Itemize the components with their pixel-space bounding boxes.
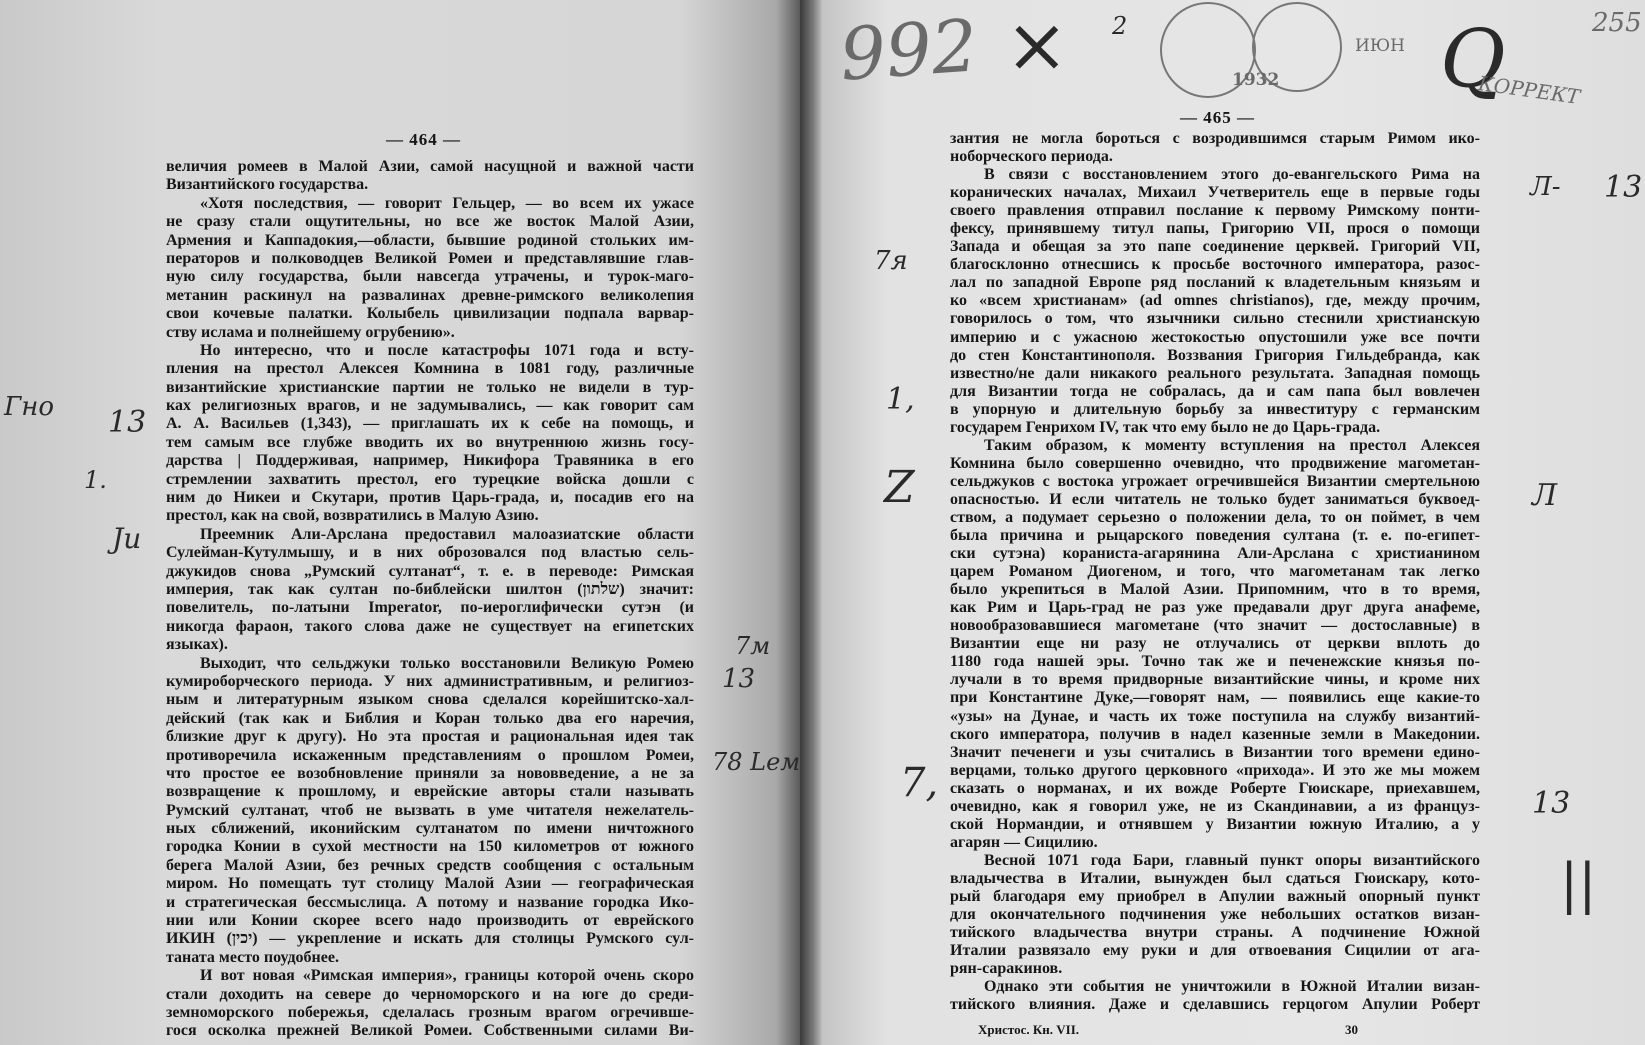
margin-note: Z <box>884 462 915 513</box>
text-line <box>166 489 694 507</box>
text-line <box>166 636 694 654</box>
right-page-number: — 465 — <box>1180 108 1255 127</box>
text-line-content: верцами, только другого церковного «прихода». И это же мы можем <box>950 761 1480 779</box>
text-line-content: сельджуков с востока угрожает огречившейся Византии смертельною <box>950 472 1480 490</box>
text-line <box>166 673 694 691</box>
text-line-content: ского императора, получив в надел казенные земли в Македонии. <box>950 725 1480 743</box>
text-line <box>950 671 1480 689</box>
text-line <box>166 986 694 1004</box>
text-line <box>166 415 694 433</box>
text-line-content: фексу, принявшему титул папы, Григорию VII, прося о помощи <box>950 220 1480 238</box>
text-line-content: ках религиозных врагов, и не задумывались, — как говорит сам <box>166 397 694 415</box>
text-line <box>950 419 1480 437</box>
margin-note: || <box>1560 852 1597 915</box>
text-line-content: возвращение к прошлому, и еврейские авторы стали называть <box>166 783 694 801</box>
text-line <box>950 292 1480 310</box>
text-line <box>166 232 694 250</box>
text-line <box>950 184 1480 202</box>
text-line <box>166 912 694 930</box>
text-line-content: языках). <box>166 636 228 654</box>
text-line <box>950 256 1480 274</box>
text-line <box>166 765 694 783</box>
text-line-content: Выходит, что сельджуки только восстановили Великую Ромею <box>200 654 694 672</box>
text-line-content: до стен Константинополя. Воззвания Григория Гильдебранда, как <box>950 346 1480 364</box>
margin-note: 1, <box>886 382 915 417</box>
margin-note: 13 <box>1532 786 1571 821</box>
text-line-content: и стратегическая бессмыслица. А потому и название городка Ико- <box>166 893 694 911</box>
text-line-content: «узы» на Дунае, и часть их тоже поступила на службу византий- <box>950 707 1480 725</box>
text-line-content: «Хотя последствия, — говорит Гельцер, — во всем их ужасе <box>200 194 694 212</box>
text-line-content: для окончательного подчинения уже небольших остатков визан- <box>950 906 1480 924</box>
text-line <box>166 747 694 765</box>
book-gutter <box>800 0 822 1045</box>
text-line-content: городка Конии в сухой местности на 150 километров от южного <box>166 838 694 856</box>
text-line <box>166 710 694 728</box>
handwritten-number: 992 <box>837 3 981 97</box>
margin-note: Л <box>1532 478 1558 513</box>
text-line-content: Византии еще ни разу не отлучались от церкви вплоть до <box>950 635 1480 653</box>
text-line <box>950 726 1480 744</box>
text-line <box>950 960 1480 978</box>
text-line-content: не сразу стали ощутительны, но все же восток Малой Азии, <box>166 213 694 231</box>
text-line <box>950 491 1480 509</box>
text-line <box>950 978 1480 996</box>
text-line-content: А. А. Васильев (1,343), — приглашать их к себе на помощь, и <box>166 415 694 433</box>
text-line <box>166 1022 694 1040</box>
text-line <box>166 452 694 470</box>
text-line <box>950 852 1480 870</box>
text-line <box>950 347 1480 365</box>
text-line <box>166 728 694 746</box>
text-line <box>166 544 694 562</box>
text-line <box>166 434 694 452</box>
text-line-content: тем самым все глубже вводить их во внутреннюю жизнь госу- <box>166 433 694 451</box>
text-line <box>166 949 694 967</box>
text-line <box>166 507 694 525</box>
text-line <box>166 397 694 415</box>
text-line-content: И вот новая «Римская империя», границы которой очень скоро <box>200 967 694 985</box>
text-line <box>950 942 1480 960</box>
text-line <box>950 238 1480 256</box>
text-line <box>166 176 694 194</box>
text-line-content: для Византии тогда не собралась, да и сам папа был вовлечен <box>950 382 1480 400</box>
text-line-content: джукидов снова „Румский султанат“, т. е. в переводе: Римская <box>166 562 694 580</box>
text-line-content: зантия не могла бороться с возродившимся старым Римом ико- <box>950 130 1480 147</box>
text-line <box>950 365 1480 383</box>
text-line-content: Армения и Каппадокия,—области, бывшие родиной стольких им- <box>166 231 694 249</box>
handwritten-corner-number: 255 <box>1592 8 1642 38</box>
text-line-content: метанин раскинул на развалинах древне-римского великолепия <box>166 286 694 304</box>
text-line <box>950 545 1480 563</box>
text-line-content: ской Нормандии, и отнявшем у Византии южную Италию, а у <box>950 815 1480 833</box>
text-line-content: ную силу государства, были навсегда утрачены, и турок-маго- <box>166 268 694 286</box>
text-line-content: берега Малой Азии, без речных средств сообщения с остальным <box>166 856 694 874</box>
text-line <box>950 437 1480 455</box>
text-line <box>166 563 694 581</box>
text-line-content: коранических началах, Михаил Учетверитель еще в первые годы <box>950 184 1480 202</box>
text-line <box>950 383 1480 401</box>
text-line <box>950 329 1480 347</box>
text-line <box>166 618 694 636</box>
text-line <box>166 526 694 544</box>
text-line-content: Сулейман-Кутулмышу, и в них оброзовался под властью сель- <box>166 544 694 562</box>
text-line <box>166 581 694 599</box>
text-line-content: стали доходить на севере до черноморского и на юге до среди- <box>166 985 694 1003</box>
text-line-content: Византийского государства. <box>166 176 369 194</box>
text-line-content: очевидно, как я говорил уже, не из Скандинавии, а из француз- <box>950 797 1480 815</box>
text-line <box>166 250 694 268</box>
text-line-content: рый благодаря ему приобрел в Апулии важный опорный пункт <box>950 887 1480 905</box>
text-line <box>166 875 694 893</box>
text-line <box>950 274 1480 292</box>
text-line-content: при Константине Дуке,—говорят нам, — появились еще какие-то <box>950 689 1480 707</box>
text-line-content: сказать о норманах, и их вожде Роберте Гюискаре, приехавшем, <box>950 779 1480 797</box>
text-line <box>166 1004 694 1022</box>
text-line <box>166 360 694 378</box>
text-line-content: известно/не дали никакого реального результата. Западная помощь <box>950 364 1480 382</box>
text-line-content: ко «всем христианам» (ad omnes christianos), где, между прочим, <box>950 292 1480 310</box>
text-line-content: владычества в Италии, вынужден был сдаться Гюискару, кото- <box>950 869 1480 887</box>
text-line <box>950 563 1480 581</box>
text-line <box>950 473 1480 491</box>
text-line <box>950 202 1480 220</box>
text-line <box>166 471 694 489</box>
text-line <box>166 930 694 948</box>
text-line-content: ноборческого периода. <box>950 148 1113 166</box>
stamp-year: 1932 <box>1232 70 1280 90</box>
text-line <box>950 635 1480 653</box>
text-line-content: Однако эти события не уничтожили в Южной Италии визан- <box>984 978 1480 996</box>
text-line <box>166 820 694 838</box>
text-line <box>950 888 1480 906</box>
text-line-content: никогда фараон, такого слова даже не существует на египетских <box>166 617 694 635</box>
text-line-content: империя, так как султан по-библейски шилтон (שלתון) значит: <box>166 580 695 598</box>
left-page-text <box>166 158 694 1041</box>
text-line <box>166 655 694 673</box>
text-line-content: империю и с ужасною жестокостью опустошили уже все почти <box>950 328 1480 346</box>
text-line-content: ператоров и полководцев Великой Ромеи и представлявшие глав- <box>166 249 694 267</box>
stamp-month: ИЮН <box>1355 36 1405 56</box>
margin-note: 13 <box>108 405 147 440</box>
text-line <box>166 195 694 213</box>
text-line-content: опасностью. И если читатель не только будет заниматься буквоед- <box>950 490 1480 508</box>
text-line <box>950 816 1480 834</box>
text-line-content: было укрепиться в Малой Азии. Припомним, что в то время, <box>950 581 1480 599</box>
text-line-content: что простое ее возобновление приняли за нововведение, а не за <box>166 764 694 782</box>
text-line-content: пления на престол Алексея Комнина в 1081 году, различные <box>166 360 694 378</box>
text-line <box>950 509 1480 527</box>
text-line <box>166 838 694 856</box>
text-line-content: близкие друг к другу). Но эта простая и рациональная идея так <box>166 728 694 746</box>
text-line-content: противоречила искаженным представлениям о прошлом Ромеи, <box>166 746 694 764</box>
text-line-content: ним до Никеи и Скутари, против Царь-града, и, посадив его на <box>166 489 694 507</box>
text-line-content: Но интересно, что и после катастрофы 1071 года и всту- <box>200 341 694 359</box>
text-line <box>950 310 1480 328</box>
text-line-content: лал по западной Европе ряд посланий к владетельным князьям и <box>950 274 1480 292</box>
text-line-content: нии или Конии скорее всего надо производить от еврейского <box>166 912 694 930</box>
text-line-content: В связи с восстановлением этого до-евангельского Рима на <box>984 166 1480 184</box>
text-line <box>950 906 1480 924</box>
text-line <box>950 581 1480 599</box>
handwritten-word: КОРРЕКТ <box>1476 71 1582 109</box>
text-line-content: Италии развязало ему руки и для отвоевания Сицилии от ага- <box>950 942 1480 960</box>
text-line-content: гося осколка прежней Великой Ромеи. Собственными силами Ви- <box>166 1022 694 1040</box>
text-line <box>166 213 694 231</box>
footer-signature: Христос. Кн. VII. <box>978 1022 1080 1037</box>
text-line-content: агарян — Сицилию. <box>950 833 1098 851</box>
text-line <box>166 894 694 912</box>
text-line <box>166 857 694 875</box>
margin-note: 7я <box>874 246 908 276</box>
margin-note: 1. <box>84 466 107 494</box>
text-line <box>166 305 694 323</box>
text-line <box>166 342 694 360</box>
text-line <box>166 599 694 617</box>
text-line-content: земноморского побережья, сделалась грозным врагом огречивше- <box>166 1003 694 1021</box>
text-line <box>950 455 1480 473</box>
text-line <box>166 783 694 801</box>
text-line-content: тийского владычества внутри страны. А подчинение Южной <box>950 924 1480 942</box>
margin-note: 7, <box>900 760 939 806</box>
text-line-content: ным и литературным языком снова сделался корейшитско-хал- <box>166 691 694 709</box>
text-line-content: миром. Но помещать тут столицу Малой Азии — географическая <box>166 875 694 893</box>
text-line-content: Значит печенеги и узы считались в Византии того времени едино- <box>950 743 1480 761</box>
margin-note: 13 <box>1604 170 1643 205</box>
text-line <box>950 401 1480 419</box>
text-line-content: благосклонно отнесшись к просьбе восточного императора, разос- <box>950 256 1480 274</box>
text-line <box>950 834 1480 852</box>
text-line-content: в упорную и длительную борьбу за инвеституру с германским <box>950 400 1480 418</box>
text-line <box>950 798 1480 816</box>
text-line-content: своего правления отправил послание к первому Римскому понти- <box>950 202 1480 220</box>
text-line-content: как Рим и Царь-град не раз уже предавали друг друга анафеме, <box>950 599 1480 617</box>
text-line-content: новообразовавшиеся магометане (что значит — достославные) в <box>950 617 1480 635</box>
text-line <box>950 708 1480 726</box>
text-line-content: кумироборческого периода. У них административным, и религиоз- <box>166 672 694 690</box>
margin-note: 13 <box>722 664 756 694</box>
text-line <box>950 762 1480 780</box>
handwritten-mark: 2 <box>1112 12 1128 40</box>
text-line-content: лучали в то время придворные византийские чины, и кроме них <box>950 671 1480 689</box>
text-line <box>950 689 1480 707</box>
text-line <box>950 599 1480 617</box>
text-line-content: дейский (так как и Библия и Коран только два его наречия, <box>166 709 694 727</box>
text-line <box>950 527 1480 545</box>
text-line-content: дарства | Поддерживая, например, Никифора Травяника в его <box>166 452 694 470</box>
text-line <box>166 324 694 342</box>
text-line-content: царем Романом Диогеном, и того, что магометанам так легко <box>950 563 1480 581</box>
text-line <box>166 802 694 820</box>
text-line <box>166 967 694 985</box>
margin-note: 78 Lем <box>712 748 801 776</box>
right-page-text <box>950 130 1480 1014</box>
text-line <box>950 148 1480 166</box>
text-line-content: ИКИН (יכין) — укрепление и искать для столицы Румского сул- <box>166 930 695 948</box>
text-line-content: повелитель, по-латыни Imperator, по-иероглифически сутэн (и <box>166 599 694 617</box>
text-line <box>950 166 1480 184</box>
text-line <box>166 287 694 305</box>
margin-note: Гно <box>4 392 54 422</box>
handwritten-cross: × <box>1005 0 1069 89</box>
text-line-content: стремлении захватить престол, его турецкие войска дошли с <box>166 470 694 488</box>
text-line <box>950 220 1480 238</box>
text-line <box>166 379 694 397</box>
text-line-content: рян-саракинов. <box>950 960 1063 978</box>
text-line-content: 1180 года нашей эры. Точно так же и печенежские князья по- <box>950 653 1480 671</box>
text-line-content: ством, а подумает серьезно о положении дела, то он поймет, в чем <box>950 508 1480 526</box>
margin-note: Л- <box>1530 172 1561 202</box>
text-line <box>950 924 1480 942</box>
text-line-content: ству ислама и полнейшему огрубению». <box>166 323 455 341</box>
footer-sheet-number: 30 <box>1345 1022 1358 1037</box>
text-line-content: была причина и рыцарского поведения султана (т. е. по-египет- <box>950 527 1480 545</box>
text-line <box>950 617 1480 635</box>
text-line-content: Весной 1071 года Бари, главный пункт опоры византийского <box>984 851 1480 869</box>
text-line-content: государем Генрихом IV, так что ему было не до Царь-града. <box>950 418 1381 436</box>
text-line <box>166 691 694 709</box>
text-line-content: Преемник Али-Арслана предоставил малоазиатские области <box>200 525 694 543</box>
text-line-content: Румский султанат, чтоб не вызвать в уме читателя нежелатель- <box>166 801 694 819</box>
text-line-content: ски сутэна) кораниста-агарянина Али-Арслана с христианином <box>950 545 1480 563</box>
text-line <box>950 653 1480 671</box>
text-line <box>950 870 1480 888</box>
text-line-content: Таким образом, к моменту вступления на престол Алексея <box>984 436 1480 454</box>
left-page-number: — 464 — <box>386 130 461 149</box>
text-line <box>950 780 1480 798</box>
margin-note: 7м <box>735 632 771 660</box>
text-line <box>950 130 1480 148</box>
text-line-content: свои кочевые палатки. Колыбель цивилизации подпала варвар- <box>166 305 694 323</box>
margin-note: Ju <box>112 522 142 555</box>
handwritten-letter: Q <box>1440 12 1506 105</box>
text-line-content: византийские христианские партии не только не видели в тур- <box>166 378 694 396</box>
text-line <box>950 744 1480 762</box>
text-line-content: говорилось о том, что язычники сильно стеснили христианскую <box>950 310 1480 328</box>
text-line-content: Комнина было совершенно очевидно, что продвижение магометан- <box>950 454 1480 472</box>
text-line-content: тийского влияния. Даже и сделавшись герцогом Апулии Роберт <box>950 996 1480 1014</box>
text-line-content: таната место поудобнее. <box>166 948 339 966</box>
text-line-content: величия ромеев в Малой Азии, самой насущной и важной части <box>166 158 694 175</box>
text-line-content: престол, как на свой, возвратились в Малую Азию. <box>166 507 539 525</box>
text-line <box>166 268 694 286</box>
text-line-content: Запада и обещая за это папе соединение церквей. Григорий VII, <box>950 238 1480 256</box>
text-line <box>950 996 1480 1014</box>
text-line <box>166 158 694 176</box>
text-line-content: ных сближений, иконийским султанатом по имени ничтожного <box>166 820 694 838</box>
